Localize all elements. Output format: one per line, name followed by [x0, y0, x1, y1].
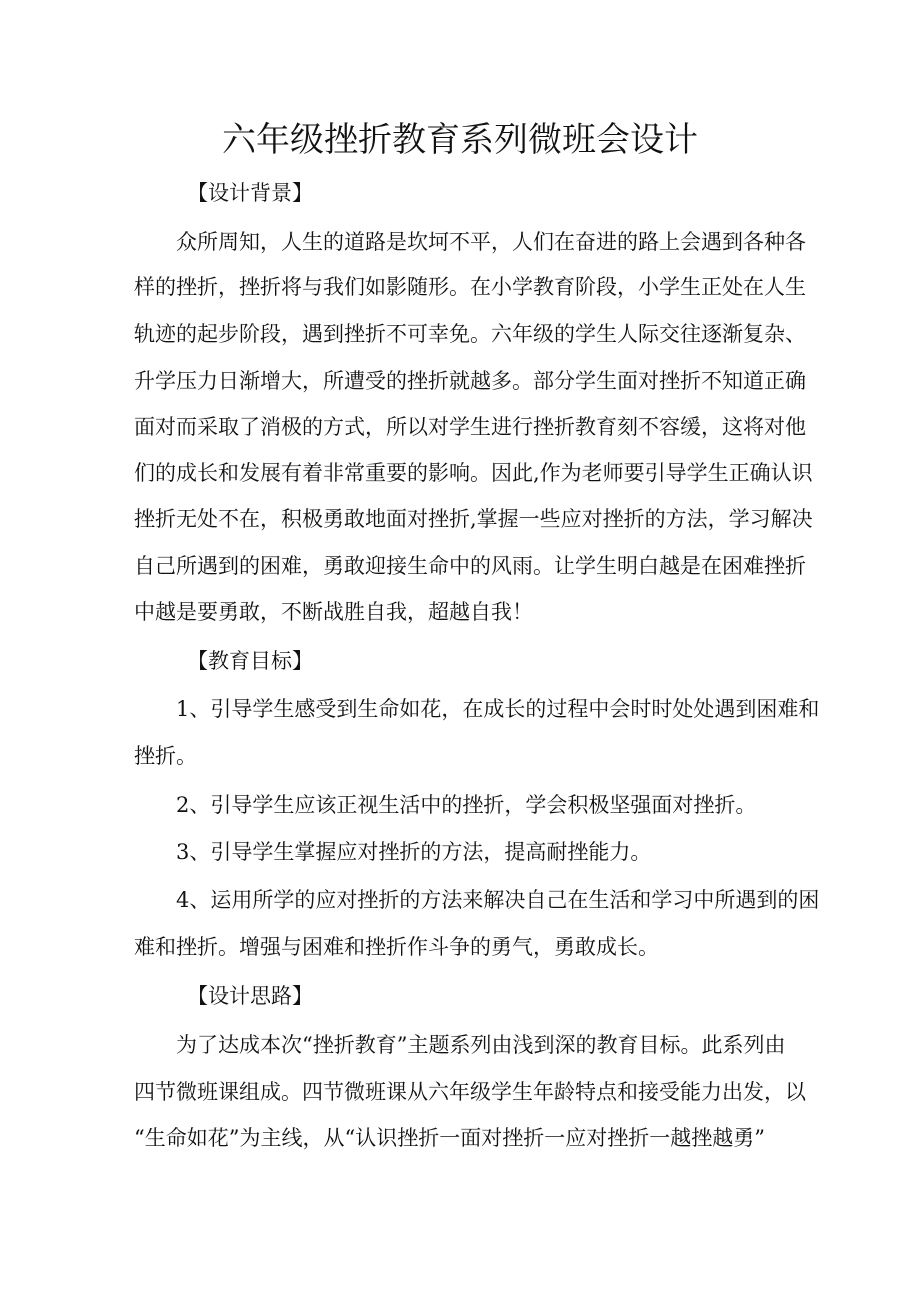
goal-line: 难和挫折。增强与困难和挫折作斗争的勇气，勇敢成长。: [134, 935, 659, 959]
paragraph-line: 众所周知，人生的道路是坎坷不平，人们在奋进的路上会遇到各种各: [176, 230, 806, 254]
paragraph-line: 挫折无处不在，积极勇敢地面对挫折,掌握一些应对挫折的方法，学习解决: [134, 507, 813, 531]
paragraph-line: 样的挫折，挫折将与我们如影随形。在小学教育阶段，小学生正处在人生: [134, 275, 806, 299]
paragraph-line: 轨迹的起步阶段，遇到挫折不可幸免。六年级的学生人际交往逐渐复杂、: [134, 322, 806, 346]
paragraph-line: 们的成长和发展有着非常重要的影响。因此,作为老师要引导学生正确认识: [134, 461, 813, 485]
goal-line: 2、引导学生应该正视生活中的挫折，学会积极坚强面对挫折。: [176, 793, 757, 817]
goal-line: 4、运用所学的应对挫折的方法来解决自己在生活和学习中所遇到的困: [176, 888, 820, 912]
approach-line: “生命如花”为主线，从“认识挫折一面对挫折一应对挫折一越挫越勇”: [134, 1126, 765, 1150]
section-heading-goals: 【教育目标】: [187, 649, 313, 673]
page-title: 六年级挫折教育系列微班会设计: [222, 120, 698, 160]
approach-line: 为了达成本次“挫折教育”主题系列由浅到深的教育目标。此系列由: [176, 1033, 786, 1057]
paragraph-line: 升学压力日渐增大，所遭受的挫折就越多。部分学生面对挫折不知道正确: [134, 369, 806, 393]
paragraph-line: 面对而采取了消极的方式，所以对学生进行挫折教育刻不容缓，这将对他: [134, 415, 806, 439]
paragraph-line: 自己所遇到的困难，勇敢迎接生命中的风雨。让学生明白越是在困难挫折: [134, 554, 806, 578]
goal-line: 1、引导学生感受到生命如花，在成长的过程中会时时处处遇到困难和: [176, 697, 820, 721]
section-heading-background: 【设计背景】: [187, 181, 313, 205]
goal-line: 3、引导学生掌握应对挫折的方法，提高耐挫能力。: [176, 840, 652, 864]
paragraph-line: 中越是要勇敢，不断战胜自我，超越自我！: [134, 600, 533, 624]
goal-line: 挫折。: [134, 744, 197, 768]
section-heading-approach: 【设计思路】: [187, 984, 313, 1008]
approach-line: 四节微班课组成。四节微班课从六年级学生年龄特点和接受能力出发，以: [134, 1080, 806, 1104]
